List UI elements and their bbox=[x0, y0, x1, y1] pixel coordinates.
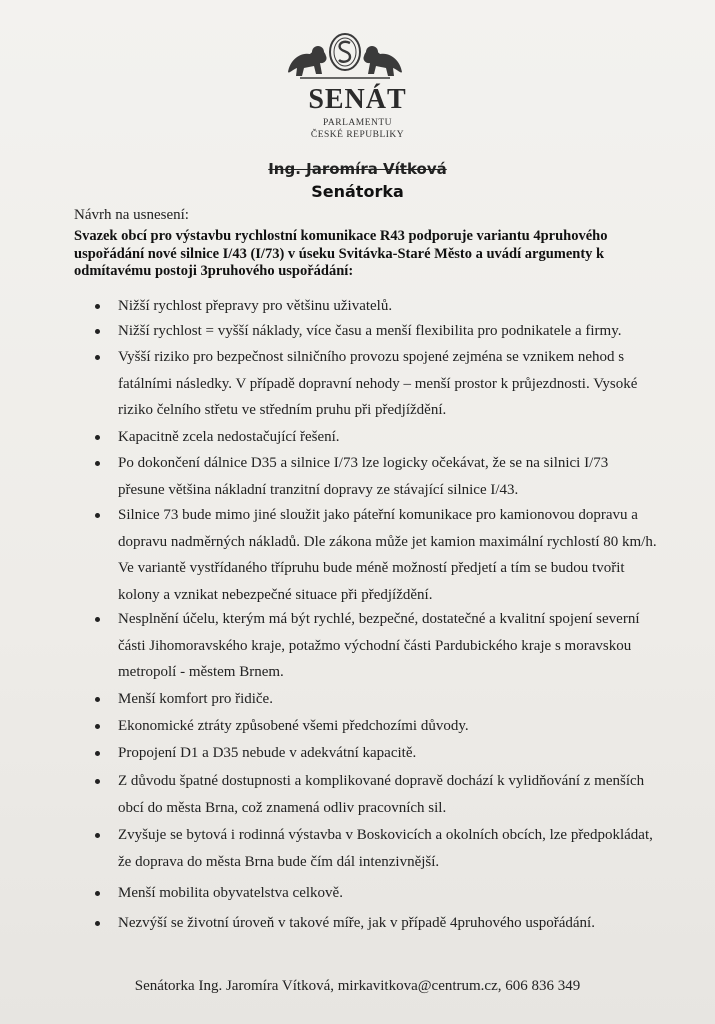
bullet-dot bbox=[95, 724, 100, 729]
senate-title: SENÁT bbox=[308, 84, 407, 115]
senate-crest-icon bbox=[280, 30, 410, 85]
list-item-text: Nižší rychlost přepravy pro většinu uživatelů. bbox=[118, 298, 393, 314]
list-item-text: Z důvodu špatné dostupnosti a komplikované dopravě dochází k vylidňování z menších obcí do města Brna, což znamená odliv pracovních sil. bbox=[118, 773, 645, 816]
list-item-text: Po dokončení dálnice D35 a silnice I/73 lze logicky očekávat, že se na silnici I/73 přesune většina nákladní tranzitní dopravy ze stávající silnice I/43. bbox=[118, 455, 609, 498]
list-item-text: Nesplnění účelu, kterým má být rychlé, bezpečné, dostatečné a kvalitní spojení severní části Jihomoravského kraje, potažmo východní části Pardubického kraje s moravskou metropolí - městem Brnem. bbox=[118, 611, 640, 680]
list-item-text: Zvyšuje se bytová i rodinná výstavba v Boskovicích a okolních obcích, lze předpokládat, že doprava do města Brna bude čím dál intenzivnější. bbox=[118, 827, 653, 870]
bullet-dot bbox=[95, 461, 100, 466]
bullet-dot bbox=[95, 921, 100, 926]
bullet-dot bbox=[95, 329, 100, 334]
bullet-dot bbox=[95, 355, 100, 360]
bullet-dot bbox=[95, 779, 100, 784]
bullet-dot bbox=[95, 304, 100, 309]
bullet-dot bbox=[95, 697, 100, 702]
list-item-text: Ekonomické ztráty způsobené všemi předchozími důvody. bbox=[118, 718, 469, 734]
contact-footer: Senátorka Ing. Jaromíra Vítková, mirkavitkova@centrum.cz, 606 836 349 bbox=[134, 978, 581, 994]
motion-text: Svazek obcí pro výstavbu rychlostní komunikace R43 podporuje variantu 4pruhového uspořádání nové silnice I/43 (I/73) v úseku Svitávka-Staré Město a uvádí argumenty k odmítavému postoji 3pruhového uspořádání: bbox=[74, 228, 608, 279]
list-item-text: Nezvýší se životní úroveň v takové míře, jak v případě 4pruhového uspořádání. bbox=[118, 915, 595, 931]
motion-intro: Návrh na usnesení: bbox=[74, 207, 189, 223]
senate-subtitle-republiky: ČESKÉ REPUBLIKY bbox=[310, 130, 405, 140]
senator-role: Senátorka bbox=[311, 182, 404, 201]
bullet-dot bbox=[95, 435, 100, 440]
bullet-dot bbox=[95, 751, 100, 756]
list-item-text: Vyšší riziko pro bezpečnost silničního provozu spojené zejména se vznikem nehod s fatálními následky. V případě dopravní nehody – menší prostor k průjezdnosti. Vysoké riziko čelního střetu ve středním pruhu při předjíždění. bbox=[118, 349, 638, 418]
bullet-dot bbox=[95, 617, 100, 622]
list-item-text: Propojení D1 a D35 nebude v adekvátní kapacitě. bbox=[118, 745, 417, 761]
list-item-text: Silnice 73 bude mimo jiné sloužit jako páteřní komunikace pro kamionovou dopravu a dopravu nadměrných nákladů. Dle zákona může jet kamion maximální rychlostí 80 km/h. Ve variantě vystřídaného třípruhu bude méně možností předjetí a tím se budou tvořit kolony a vznikat nebezpečné situace při předjíždění. bbox=[118, 507, 657, 603]
senate-subtitle-parlamentu: PARLAMENTU bbox=[322, 118, 393, 128]
bullet-dot bbox=[95, 513, 100, 518]
list-item-text: Menší komfort pro řidiče. bbox=[118, 691, 273, 707]
bullet-dot bbox=[95, 891, 100, 896]
bullet-dot bbox=[95, 833, 100, 838]
list-item-text: Menší mobilita obyvatelstva celkově. bbox=[118, 885, 343, 901]
list-item-text: Nižší rychlost = vyšší náklady, více času a menší flexibilita pro podnikatele a firmy. bbox=[118, 323, 622, 339]
senator-name: Ing. Jaromíra Vítková bbox=[268, 160, 447, 178]
list-item-text: Kapacitně zcela nedostačující řešení. bbox=[118, 429, 340, 445]
